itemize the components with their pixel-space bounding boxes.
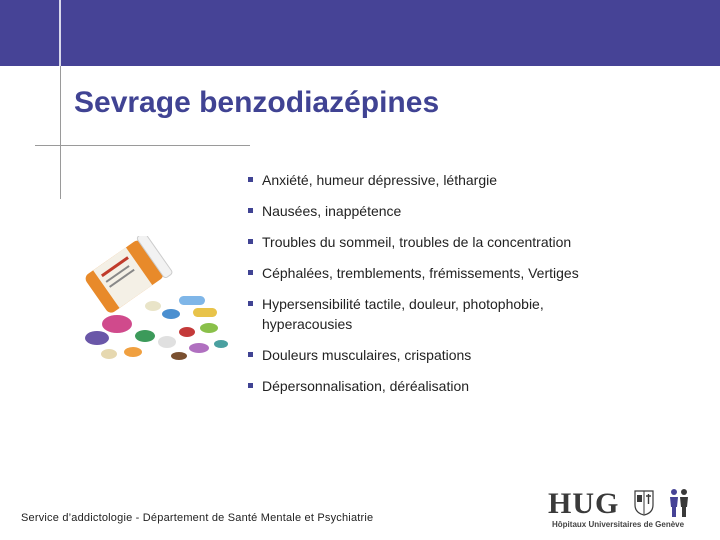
bullet-square-icon <box>248 208 253 213</box>
geneva-crest-icon <box>634 490 654 516</box>
bullet-text: Douleurs musculaires, crispations <box>262 347 472 363</box>
bullet-square-icon <box>248 383 253 388</box>
title-vertical-rule <box>60 66 61 199</box>
bullet-text: Hypersensibilité tactile, douleur, photophobie, hyperacousies <box>262 296 544 332</box>
logo-caption: Hôpitaux Universitaires de Genève <box>552 520 685 529</box>
symptom-list <box>246 170 596 407</box>
logo-wordmark: HUG <box>548 487 620 520</box>
hug-logo <box>548 488 708 532</box>
bullet-square-icon <box>248 270 253 275</box>
slide-title: Sevrage benzodiazépines <box>74 86 440 119</box>
list-item <box>246 376 596 396</box>
list-item <box>246 294 596 334</box>
bullet-text: Dépersonnalisation, déréalisation <box>262 378 470 394</box>
bullet-square-icon <box>248 177 253 182</box>
list-item <box>246 232 596 252</box>
header-band <box>0 0 720 66</box>
title-horizontal-rule <box>35 145 250 146</box>
bullet-text: Nausées, inappétence <box>262 203 402 219</box>
bullet-text: Céphalées, tremblements, frémissements, Vertiges <box>262 265 579 281</box>
bullet-text: Anxiété, humeur dépressive, léthargie <box>262 172 498 188</box>
list-item <box>246 201 596 221</box>
people-figures-icon <box>668 488 690 518</box>
pills-illustration <box>75 236 235 366</box>
bullet-square-icon <box>248 352 253 357</box>
list-item <box>246 170 596 190</box>
bullet-square-icon <box>248 239 253 244</box>
footer-service-text: Service d’addictologie - Département de Santé Mentale et Psychiatrie <box>21 512 374 524</box>
header-divider-line <box>59 0 61 66</box>
bullet-text: Troubles du sommeil, troubles de la concentration <box>262 234 572 250</box>
list-item <box>246 345 596 365</box>
bullet-square-icon <box>248 301 253 306</box>
list-item <box>246 263 596 283</box>
